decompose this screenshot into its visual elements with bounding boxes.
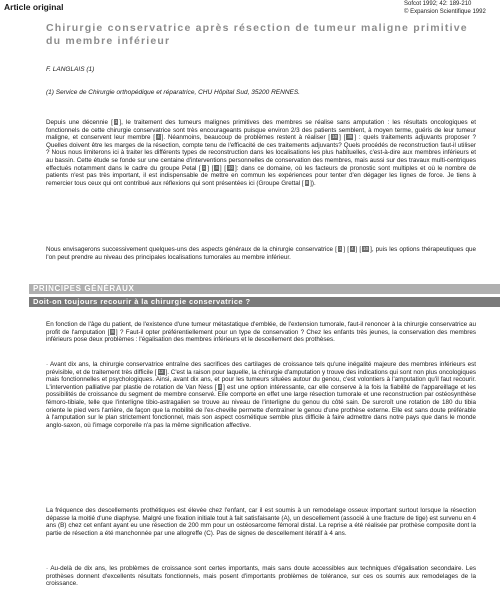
intro-paragraph-2 bbox=[46, 246, 476, 261]
text-run: Depuis une décennie [ bbox=[46, 119, 113, 126]
author-line: F. LANGLAIS (1) bbox=[46, 66, 95, 73]
text-run: ] [ bbox=[207, 164, 214, 172]
section-header bbox=[29, 284, 500, 294]
text-run: ] ? Faut-il opter préférentiellement pour un type de conservation ? Chez les enfants très jeunes, la conservation des membres inférieurs pose deux problèmes : l'égalisation des membres inférieurs et le descellement des prothèses. bbox=[46, 328, 476, 344]
body-paragraph-4: · Au-delà de dix ans, les problèmes de croissance sont certes importants, mais sans doute accessibles aux techniques d'égalisation secondaire. Les prothèses donnent d'excellents résultats fonctionnels, mais posent d'importants problèmes de tolérance, sur ces os soumis aux remodelages de la croissance. bbox=[46, 565, 476, 588]
citation-link[interactable]: 12 bbox=[158, 368, 164, 374]
citation-link[interactable]: 10 bbox=[332, 134, 338, 140]
affiliation-line: (1) Service de Chirurgie orthopédique et réparatrice, CHU Hôpital Sud, 35200 RENNES. bbox=[46, 89, 300, 96]
citation-link[interactable]: 4 bbox=[218, 383, 222, 389]
citation-link[interactable]: 10 bbox=[363, 246, 369, 251]
text-run: ]. Néanmoins, beaucoup de problèmes restent à réaliser [ bbox=[161, 134, 331, 142]
body-paragraph-3: La fréquence des descellements prothétiques est élevée chez l'enfant, car il est soumis à un remodelage osseux important surtout lorsque la résection dépasse la moitié d'une diaphyse. Malgré une fixation initiale tout à fait satisfaisante (A), un descellement (associé à une fracture de tige) est survenu en 4 ans (B) chez cet enfant ayant eu une résection de 200 mm pour un ostéosarcome fémoral distal. La reprise a été réalisée par prothèse composite dont la partie de résection a été manchonnée par une allogreffe (C). Pas de signes de descellement itératif à 4 ans. bbox=[46, 507, 476, 537]
subsection-header bbox=[29, 297, 500, 307]
text-run: Nous envisagerons successivement quelques-uns des aspects généraux de la chirurgie conservatrice [ bbox=[46, 246, 337, 253]
citation-link[interactable]: 35 bbox=[347, 134, 353, 140]
article-title: Chirurgie conservatrice après résection de tumeur maligne primitive du membre inférieur bbox=[46, 22, 468, 47]
text-run: En fonction de l'âge du patient, de l'existence d'une tumeur métastatique d'emblée, de l'extension tumorale, faut-il renoncer à la chirurgie conservatrice au profit de l'amputation [ bbox=[46, 321, 476, 336]
article-type-label: Article original bbox=[4, 2, 64, 12]
section-title: PRINCIPES GÉNÉRAUX bbox=[33, 284, 135, 293]
citation-link[interactable]: 4 bbox=[350, 246, 354, 251]
copyright-notice: © Expansion Scientifique 1992 bbox=[404, 8, 486, 15]
citation-link[interactable]: 10 bbox=[228, 164, 234, 170]
journal-header bbox=[404, 1, 496, 16]
text-run: ] [ bbox=[219, 164, 227, 172]
body-paragraph-2 bbox=[46, 361, 476, 429]
text-run: ], le traitement des tumeurs malignes primitives des membres se réalise sans amputation : les résultats oncologiques et fonctionnels de cette chirurgie conservatrice sont très encourageants puisque environ 2/3 des patients semblent, à moyen terme, guéris de leur tumeur maligne, et conservent leur membre [ bbox=[46, 119, 477, 142]
text-run: ] [ bbox=[355, 246, 362, 253]
subsection-title: Doit-on toujours recourir à la chirurgie conservatrice ? bbox=[33, 297, 251, 306]
citation-link[interactable]: 4 bbox=[157, 134, 160, 140]
text-run: ] [ bbox=[339, 134, 346, 142]
intro-paragraph-1 bbox=[46, 119, 476, 187]
text-run: ] [ bbox=[343, 246, 349, 253]
citation-link[interactable]: 8 bbox=[111, 328, 114, 334]
citation-link[interactable]: 1 bbox=[114, 119, 118, 124]
text-run: ]. C'est la raison pour laquelle, la chirurgie d'amputation y trouve des indications qui sont non plus oncologiques mais fonctionnelles et psychologiques. Ainsi, avant dix ans, et pour les tumeurs situées autour du genou, c'est volontiers à l'amputation qu'il faut recourir. L'intervention palliative par plastie de rotation de Van Ness [ bbox=[46, 368, 476, 391]
citation-link[interactable]: 8 bbox=[305, 179, 309, 185]
text-run: ]: dans ce domaine, où les facteurs de pronostic sont multiples et où le nombre de patients n'est pas très important, il est indispensable de mettre en commun les expériences pour tenter d'en dégager les lignes de force. Je tiens à remercier tous ceux qui ont contribué aux réflexions qui sont présentées ici (Groupe Grettal [ bbox=[46, 164, 477, 187]
text-run: · Avant dix ans, la chirurgie conservatrice entraîne des sacrifices des cartilages de croissance tels qu'une inégalité majeure des membres inférieurs est prévisible, et de traitement très difficile [ bbox=[46, 361, 476, 376]
text-run: ], puis les options thérapeutiques que l'on peut prendre au niveau des principales localisations tumorales au membre inférieur. bbox=[46, 246, 477, 261]
citation-link[interactable]: 1 bbox=[338, 246, 342, 251]
citation-link[interactable]: 4 bbox=[215, 164, 218, 170]
text-run: ] est une option intéressante, car elle conserve à la fois la fiabilité de l'appareillage et les possibilités de croissance du segment de membre conservé. Elle comporte en effet une large résection tumorale et une reconstruction par ostéosynthèse fémoro-tibiale, telle que l'interligne tibio-astragalien se trouve au niveau de l'interligne du genou du côté sain. De surcroît une rotation de 180 du tibia oriente le pied vers l'arrière, de façon que la mobilité de l'ex-cheville permette d'entraîner le genou d'une prothèse externe. Elle est sans doute préférable à l'amputation sur le plan strictement fonctionnel, mais son aspect cosmétique semble plus difficile à faire admettre dans notre pays que dans le monde anglo-saxon, où l'image corporelle n'a pas la même signification affective. bbox=[46, 383, 476, 429]
citation-link[interactable]: 1 bbox=[202, 164, 206, 170]
journal-reference: Sofcot 1992; 42: 189-210 bbox=[404, 1, 472, 7]
text-run: ] : quels traitements adjuvants proposer ? Quelles doivent être les marges de la résection, compte tenu de l'efficacité de ces traitements adjuvants? Quels procédés de reconstruction faut-il utiliser ? Nous nous limiterons ici à traiter les différents types de reconstruction dans les localisations les plus habituelles, c'est-à-dire aux membres inférieurs et au bassin. Cette étude se fonde sur une centaine d'interventions personnelles de conservation des membres, mais aussi sur des travaux multi-centriques effectués notamment dans le cadre du groupe Petal [ bbox=[46, 134, 477, 172]
text-run: ]). bbox=[310, 179, 316, 187]
body-paragraph-1 bbox=[46, 321, 476, 344]
